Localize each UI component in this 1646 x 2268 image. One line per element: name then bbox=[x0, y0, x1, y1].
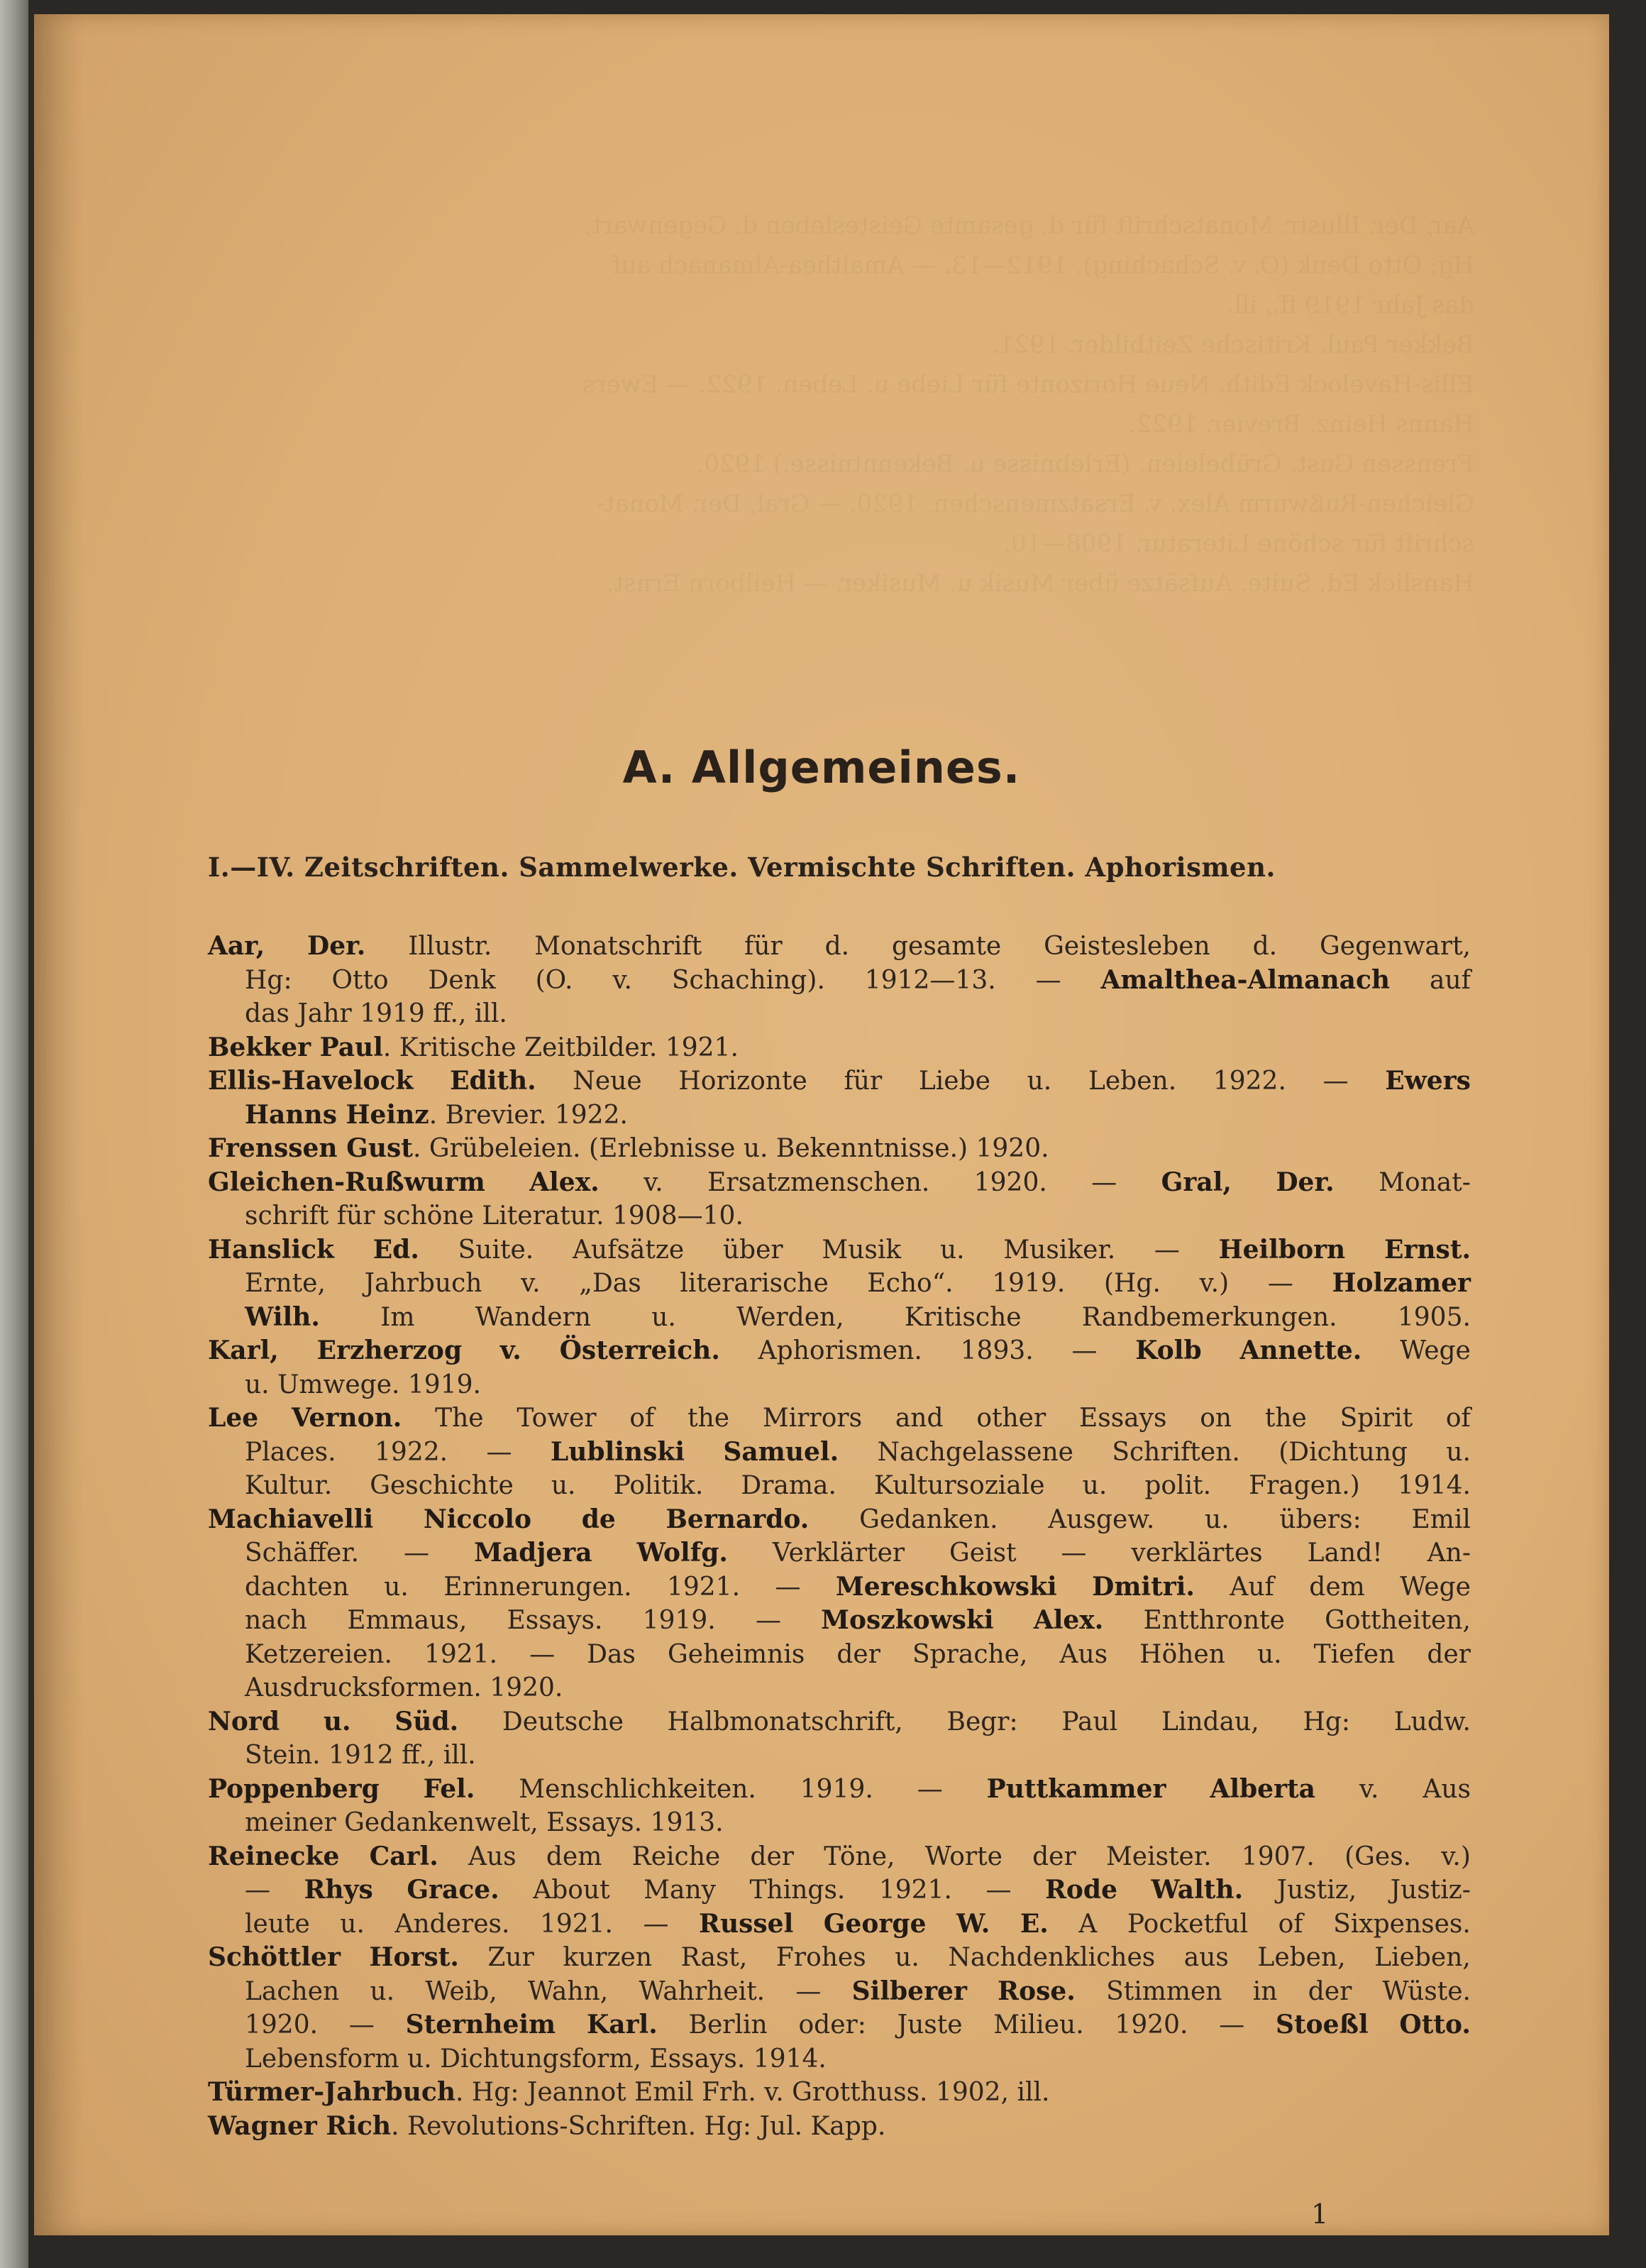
bleed-through-text: Aar, Der. Illustr. Monatschrift für d. gesamte Geistesleben d. Gegenwart, Hg: Otto Denk (O. v. Schaching). 1912—13. — Amalthea-Almanach auf das Jahr 1919 ff., ill. Bekker Paul. Kritische Zeitbilder. 1921. Ellis-Havelock Edith. Neue Horizonte für Liebe u. Leben. 1922. — Ewers Hanns Heinz. Brevier. 1922. Frenssen Gust. Grübeleien. (Erlebnisse u. Bekenntnisse.) 1920. Gleichen-Rußwurm Alex. v. Ersatzmenschen. 1920. — Gral, Der. Monat- schrift für schöne Literatur. 1908—10. Hanslick Ed. Suite. Aufsätze über Musik u. Musiker. — Heilborn Ernst. bbox=[582, 211, 1474, 598]
entry-line: Machiavelli Niccolo de Bernardo. Gedanken. Ausgew. u. übers: Emil bbox=[208, 1504, 1471, 1534]
entry-line: Wilh. Im Wandern u. Werden, Kritische Randbemerkungen. 1905. bbox=[245, 1301, 1471, 1332]
entry-line: Kultur. Geschichte u. Politik. Drama. Kultursoziale u. polit. Fragen.) 1914. bbox=[245, 1471, 1471, 1500]
entry-line: u. Umwege. 1919. bbox=[245, 1370, 481, 1399]
section-heading: A. Allgemeines. bbox=[622, 742, 1021, 793]
entry-line: Nord u. Süd. Deutsche Halbmonatschrift, Begr: Paul Lindau, Hg: Ludw. bbox=[208, 1706, 1471, 1736]
entry-line: Ausdrucksformen. 1920. bbox=[245, 1673, 563, 1702]
entry-line: Gleichen-Rußwurm Alex. v. Ersatzmenschen. 1920. — Gral, Der. Monat- bbox=[208, 1167, 1471, 1197]
entry-line: Stein. 1912 ff., ill. bbox=[245, 1741, 476, 1770]
entry-line: dachten u. Erinnerungen. 1921. — Mereschkowski Dmitri. Auf dem Wege bbox=[245, 1571, 1471, 1602]
entry-line: Hanslick Ed. Suite. Aufsätze über Musik u. Musiker. — Heilborn Ernst. bbox=[208, 1234, 1471, 1265]
entry-line: das Jahr 1919 ff., ill. bbox=[245, 999, 507, 1028]
entry-line: Bekker Paul. Kritische Zeitbilder. 1921. bbox=[208, 1032, 739, 1062]
entry-line: Reinecke Carl. Aus dem Reiche der Töne, Worte der Meister. 1907. (Ges. v.) bbox=[208, 1841, 1471, 1871]
subsection-heading: I.—IV. Zeitschriften. Sammelwerke. Vermischte Schriften. Aphorismen. bbox=[208, 852, 1276, 883]
page-number: 1 bbox=[1311, 2198, 1329, 2230]
book-page bbox=[34, 14, 1609, 2235]
entry-line: Lebensform u. Dichtungsform, Essays. 1914. bbox=[245, 2044, 827, 2074]
entry-line: Hanns Heinz. Brevier. 1922. bbox=[245, 1099, 628, 1130]
entry-line: Aar, Der. Illustr. Monatschrift für d. gesamte Geistesleben d. Gegenwart, bbox=[208, 931, 1471, 961]
entry-line: Schäffer. — Madjera Wolfg. Verklärter Geist — verklärtes Land! An- bbox=[245, 1538, 1471, 1568]
entry-line: Poppenberg Fel. Menschlichkeiten. 1919. — Puttkammer Alberta v. Aus bbox=[208, 1773, 1471, 1804]
bibliography-list bbox=[208, 930, 1471, 2143]
entry-line: Ernte, Jahrbuch v. „Das literarische Echo“. 1919. (Hg. v.) — Holzamer bbox=[245, 1268, 1471, 1298]
entry-line: Hg: Otto Denk (O. v. Schaching). 1912—13. — Amalthea-Almanach auf bbox=[245, 964, 1471, 995]
entry-line: Places. 1922. — Lublinski Samuel. Nachgelassene Schriften. (Dichtung u. bbox=[245, 1436, 1471, 1467]
book-spine bbox=[0, 0, 28, 2268]
entry-line: 1920. — Sternheim Karl. Berlin oder: Juste Milieu. 1920. — Stoeßl Otto. bbox=[245, 2010, 1471, 2039]
entry-line: — Rhys Grace. About Many Things. 1921. — Rode Walth. Justiz, Justiz- bbox=[245, 1875, 1471, 1905]
entry-line: Schöttler Horst. Zur kurzen Rast, Frohes u. Nachdenkliches aus Leben, Lieben, bbox=[208, 1942, 1471, 1972]
entry-line: Lee Vernon. The Tower of the Mirrors and other Essays on the Spirit of bbox=[208, 1403, 1471, 1433]
entry-line: schrift für schöne Literatur. 1908—10. bbox=[245, 1201, 744, 1231]
entry-line: Ellis-Havelock Edith. Neue Horizonte für Liebe u. Leben. 1922. — Ewers bbox=[208, 1066, 1471, 1096]
entry-line: meiner Gedankenwelt, Essays. 1913. bbox=[245, 1808, 724, 1837]
entry-line: nach Emmaus, Essays. 1919. — Moszkowski Alex. Entthronte Gottheiten, bbox=[245, 1605, 1471, 1635]
entry-line: Türmer-Jahrbuch. Hg: Jeannot Emil Frh. v. Grotthuss. 1902, ill. bbox=[208, 2077, 1050, 2107]
entry-line: leute u. Anderes. 1921. — Russel George W. E. A Pocketful of Sixpenses. bbox=[245, 1908, 1471, 1939]
entry-line: Frenssen Gust. Grübeleien. (Erlebnisse u. Bekenntnisse.) 1920. bbox=[208, 1133, 1049, 1163]
entry-line: Lachen u. Weib, Wahn, Wahrheit. — Silberer Rose. Stimmen in der Wüste. bbox=[245, 1976, 1471, 2006]
entry-line: Karl, Erzherzog v. Österreich. Aphorismen. 1893. — Kolb Annette. Wege bbox=[208, 1336, 1471, 1365]
entry-line: Wagner Rich. Revolutions-Schriften. Hg: Jul. Kapp. bbox=[208, 2110, 886, 2141]
entry-line: Ketzereien. 1921. — Das Geheimnis der Sprache, Aus Höhen u. Tiefen der bbox=[245, 1639, 1471, 1669]
